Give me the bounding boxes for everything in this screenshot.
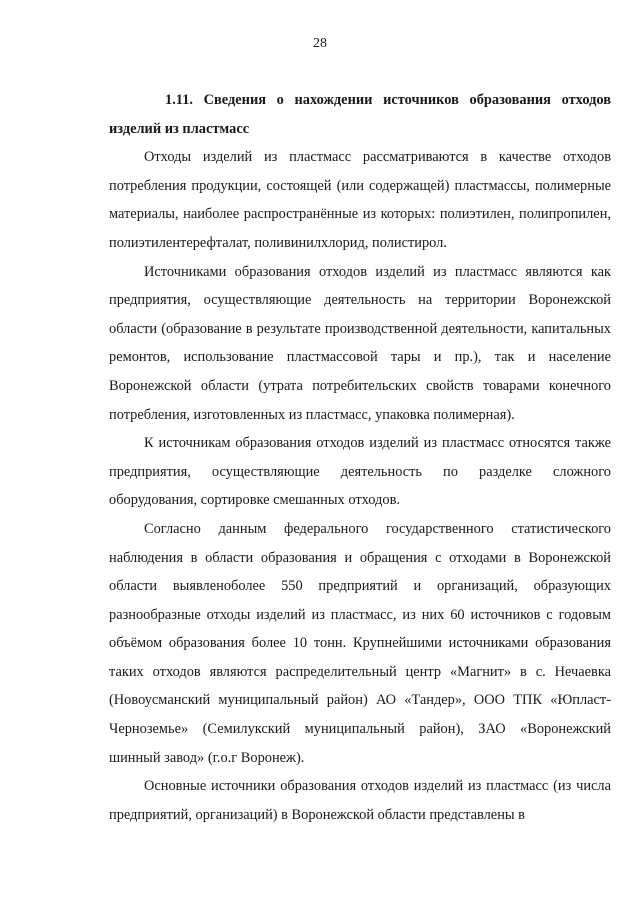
paragraph-3: К источникам образования отходов изделий из пластмасс относятся также предприятия, осуществляющие деятельность по разделке сложного оборудования, сортировке смешанных отходов. [109, 435, 611, 509]
paragraph-4: Согласно данным федерального государственного статистического наблюдения в области образования и обращения с отходами в Воронежской области выявленоболее 550 предприятий и организаций, образующих разнообразные отходы изделий из пластмасс, из них 60 источников с годовым объёмом образования более 10 тонн. Крупнейшими источниками образования таких отходов являются распределительный центр «Магнит» в с. Нечаевка (Новоусманский муниципальный район) АО «Тандер», ООО ТПК «Юпласт-Черноземье» (Семилукский муниципальный район), ЗАО «Воронежский шинный завод» (г.о.г Воронеж). [109, 520, 611, 766]
page-content [109, 86, 611, 829]
paragraph-1: Отходы изделий из пластмасс рассматриваются в качестве отходов потребления продукции, состоящей (или содержащей) пластмассы, полимерные материалы, наиболее распространённые из которых: полиэтилен, полипропилен, полиэтилентерефталат, поливинилхлорид, полистирол. [109, 149, 611, 251]
paragraph-5: Основные источники образования отходов изделий из пластмасс (из числа предприятий, организаций) в Воронежской области представлены в [109, 778, 611, 823]
page-number: 28 [313, 36, 327, 51]
paragraph-2: Источниками образования отходов изделий из пластмасс являются как предприятия, осуществляющие деятельность на территории Воронежской области (образование в результате производственной деятельности, капитальных ремонтов, использование пластмассовой тары и пр.), так и население Воронежской области (утрата потребительских свойств товарами конечного потребления, изготовленных из пластмасс, упаковка полимерная). [109, 263, 611, 423]
section-heading: 1.11. Сведения о нахождении источников образования отходов изделий из пластмасс [109, 92, 611, 137]
